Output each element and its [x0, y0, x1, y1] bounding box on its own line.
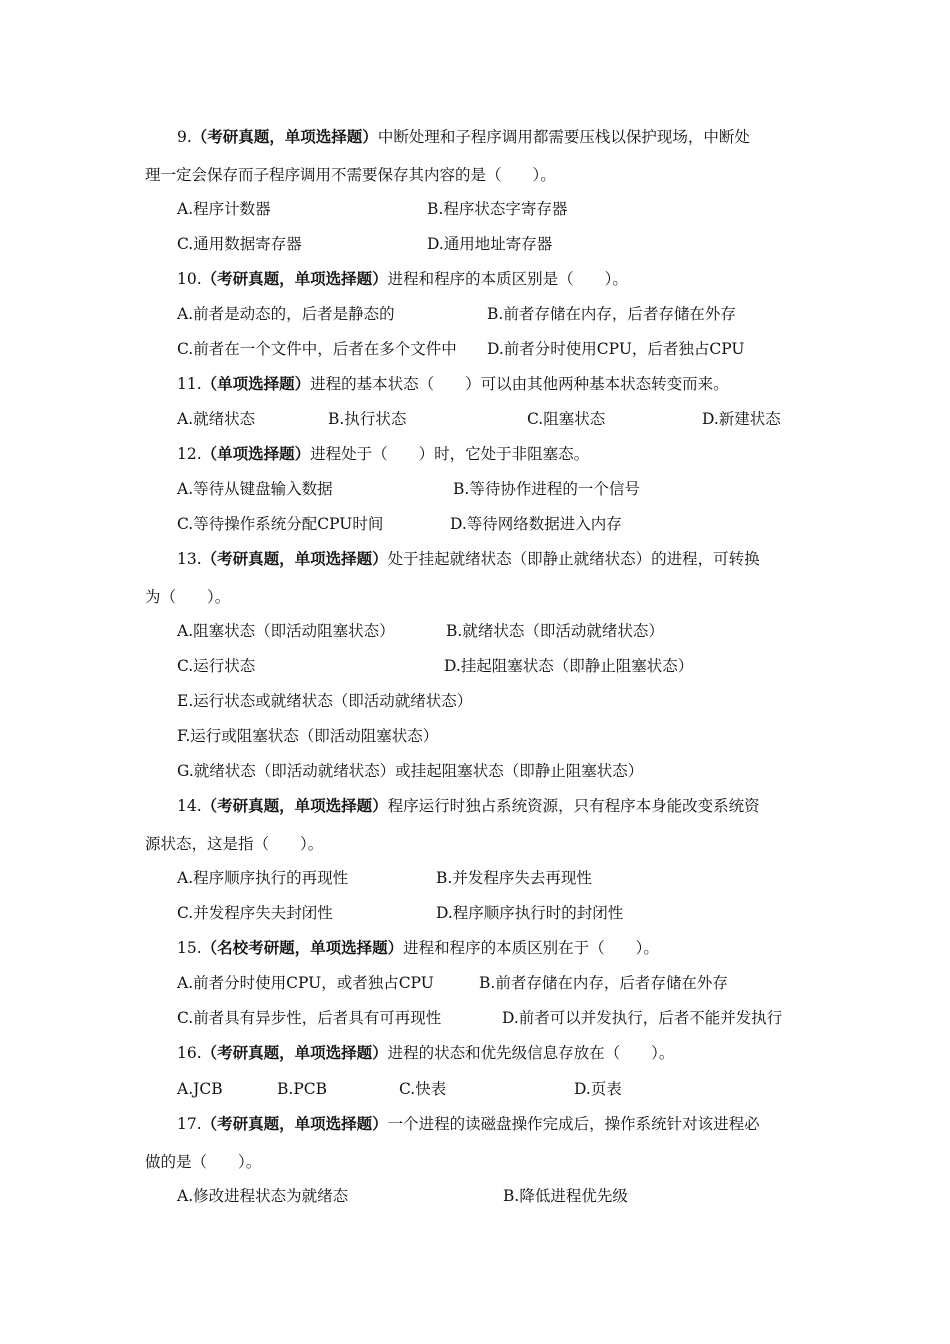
- question-15-option-b: B.前者存储在内存，后者存储在外存: [479, 974, 728, 992]
- question-13-option-d: D.挂起阻塞状态（即静止阻塞状态）: [444, 657, 694, 675]
- question-tag: （考研真题，单项选择题）: [201, 269, 388, 288]
- question-tag: （考研真题，单项选择题）: [201, 549, 388, 568]
- question-11-option-a: A.就绪状态: [177, 410, 256, 428]
- question-9-option-d: D.通用地址寄存器: [427, 235, 553, 253]
- question-number: 16.: [177, 1044, 202, 1062]
- question-text: 程序运行时独占系统资源，只有程序本身能改变系统资: [387, 797, 760, 815]
- question-14-option-c: C.并发程序失夫封闭性: [177, 904, 333, 922]
- question-14-option-d: D.程序顺序执行时的封闭性: [436, 904, 624, 922]
- question-14-stem-cont: 源状态，这是指（ ）。: [145, 835, 324, 853]
- question-9-option-b: B.程序状态字寄存器: [427, 200, 568, 218]
- question-17-option-a: A.修改进程状态为就绪态: [177, 1187, 349, 1205]
- question-number: 9.: [177, 128, 192, 146]
- question-15-option-a: A.前者分时使用CPU，或者独占CPU: [177, 974, 434, 992]
- question-number: 17.: [177, 1115, 202, 1133]
- question-tag: （考研真题，单项选择题）: [201, 1114, 388, 1133]
- question-16-option-d: D.页表: [574, 1080, 622, 1098]
- question-13-option-b: B.就绪状态（即活动就绪状态）: [446, 622, 664, 640]
- question-15-option-d: D.前者可以并发执行，后者不能并发执行: [502, 1009, 783, 1027]
- question-17-stem: [177, 1113, 760, 1135]
- question-number: 15.: [177, 939, 202, 957]
- question-17-stem-cont: 做的是（ ）。: [145, 1153, 262, 1171]
- question-14-stem: [177, 795, 760, 817]
- question-tag: （名校考研题，单项选择题）: [201, 938, 404, 957]
- question-12-stem: [177, 443, 589, 465]
- question-number: 14.: [177, 797, 202, 815]
- question-12-option-c: C.等待操作系统分配CPU时间: [177, 515, 384, 533]
- question-13-option-g: G.就绪状态（即活动就绪状态）或挂起阻塞状态（即静止阻塞状态）: [177, 762, 644, 780]
- question-16-stem: [177, 1042, 674, 1064]
- question-tag: （考研真题，单项选择题）: [201, 1043, 388, 1062]
- question-text: 中断处理和子程序调用都需要压栈以保护现场，中断处: [377, 128, 750, 146]
- question-13-stem-cont: 为（ ）。: [145, 588, 231, 606]
- question-14-option-b: B.并发程序失去再现性: [436, 869, 592, 887]
- question-13-option-c: C.运行状态: [177, 657, 256, 675]
- question-15-stem: [177, 937, 659, 959]
- question-number: 10.: [177, 270, 202, 288]
- question-text: 进程和程序的本质区别在于（ ）。: [403, 939, 659, 957]
- question-10-stem: [177, 268, 628, 290]
- question-13-option-f: F.运行或阻塞状态（即活动阻塞状态）: [177, 727, 439, 745]
- question-9-stem: [177, 126, 750, 148]
- question-16-option-a: A.JCB: [177, 1080, 223, 1098]
- question-tag: （单项选择题）: [201, 444, 311, 463]
- question-10-option-b: B.前者存储在内存，后者存储在外存: [487, 305, 736, 323]
- question-10-option-d: D.前者分时使用CPU，后者独占CPU: [487, 340, 745, 358]
- question-10-option-a: A.前者是动态的，后者是静态的: [177, 305, 395, 323]
- question-text: 一个进程的读磁盘操作完成后，操作系统针对该进程必: [387, 1115, 760, 1133]
- question-11-option-c: C.阻塞状态: [527, 410, 606, 428]
- question-number: 13.: [177, 550, 202, 568]
- question-tag: （单项选择题）: [201, 374, 311, 393]
- question-12-option-b: B.等待协作进程的一个信号: [453, 480, 640, 498]
- question-16-option-c: C.快表: [399, 1080, 447, 1098]
- question-text: 进程的基本状态（ ）可以由其他两种基本状态转变而来。: [310, 375, 729, 393]
- question-12-option-a: A.等待从键盘输入数据: [177, 480, 333, 498]
- question-15-option-c: C.前者具有异步性，后者具有可再现性: [177, 1009, 442, 1027]
- question-text: 进程处于（ ）时，它处于非阻塞态。: [310, 445, 590, 463]
- question-11-option-b: B.执行状态: [328, 410, 407, 428]
- question-text: 进程和程序的本质区别是（ ）。: [387, 270, 628, 288]
- question-14-option-a: A.程序顺序执行的再现性: [177, 869, 349, 887]
- question-9-stem-cont: 理一定会保存而子程序调用不需要保存其内容的是（ ）。: [145, 166, 556, 184]
- question-9-option-a: A.程序计数器: [177, 200, 271, 218]
- question-11-stem: [177, 373, 729, 395]
- question-12-option-d: D.等待网络数据进入内存: [450, 515, 622, 533]
- question-13-stem: [177, 548, 760, 570]
- question-text: 进程的状态和优先级信息存放在（ ）。: [387, 1044, 675, 1062]
- question-tag: （考研真题，单项选择题）: [191, 127, 378, 146]
- question-9-option-c: C.通用数据寄存器: [177, 235, 302, 253]
- question-text: 处于挂起就绪状态（即静止就绪状态）的进程，可转换: [387, 550, 760, 568]
- question-16-option-b: B.PCB: [277, 1080, 327, 1098]
- question-11-option-d: D.新建状态: [702, 410, 781, 428]
- question-13-option-a: A.阻塞状态（即活动阻塞状态）: [177, 622, 395, 640]
- question-number: 11.: [177, 375, 202, 393]
- question-number: 12.: [177, 445, 202, 463]
- question-tag: （考研真题，单项选择题）: [201, 796, 388, 815]
- question-13-option-e: E.运行状态或就绪状态（即活动就绪状态）: [177, 692, 473, 710]
- question-17-option-b: B.降低进程优先级: [503, 1187, 628, 1205]
- question-10-option-c: C.前者在一个文件中，后者在多个文件中: [177, 340, 457, 358]
